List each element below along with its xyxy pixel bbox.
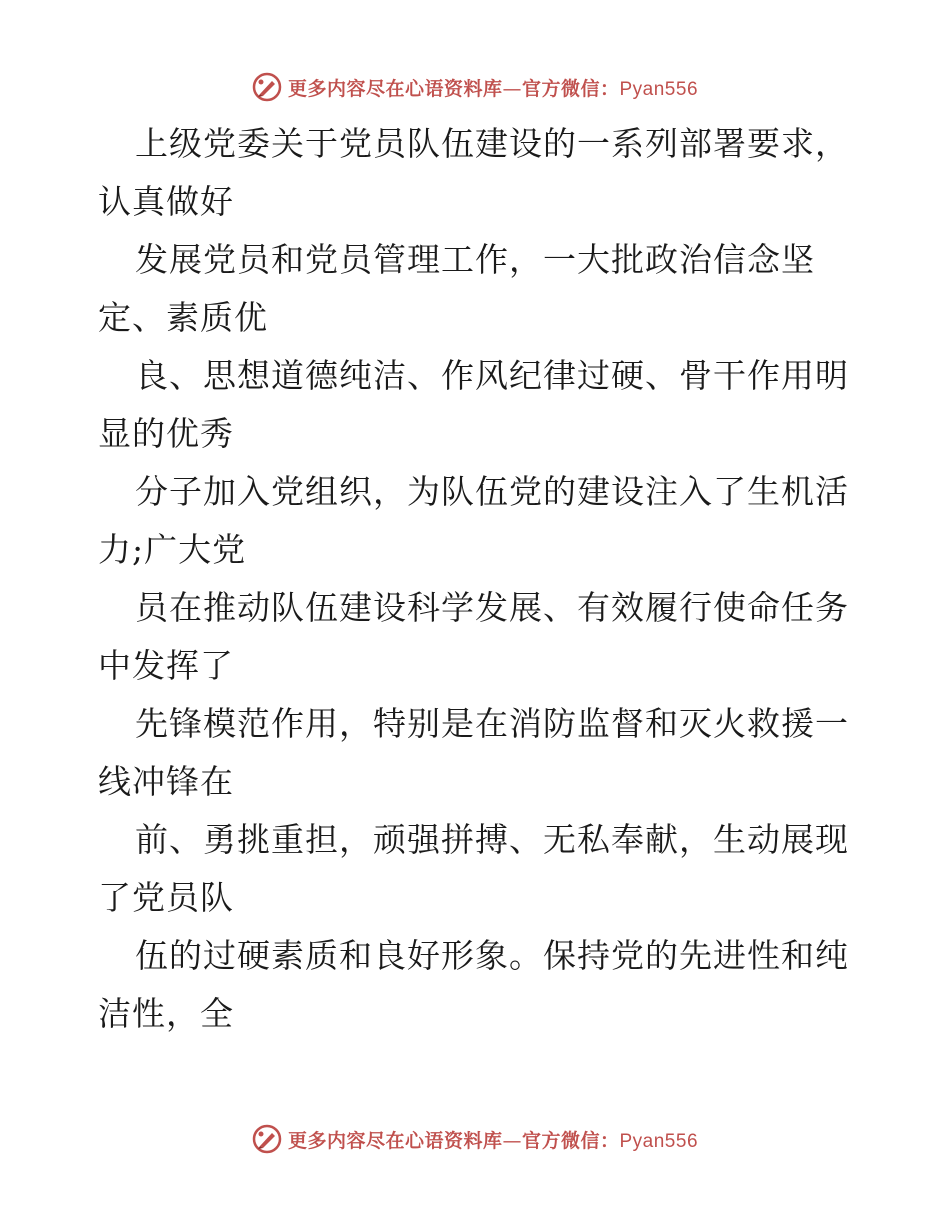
text-line: 力;广大党 <box>98 530 247 569</box>
text-line: 显的优秀 <box>98 414 234 453</box>
text-line: 中发挥了 <box>98 646 234 685</box>
watermark-text <box>288 74 698 101</box>
text-line: 认真做好 <box>98 182 234 221</box>
watermark-site-name: 更多内容尽在心语资料库 <box>287 1129 503 1152</box>
text-line: 了党员队 <box>98 878 234 917</box>
footer-watermark <box>0 1124 950 1154</box>
quill-pen-logo-icon <box>252 72 282 102</box>
text-line: 前、勇挑重担，顽强拼搏、无私奉献，生动展现 <box>135 820 849 859</box>
text-line: 洁性，全 <box>98 994 234 1033</box>
text-line: 员在推动队伍建设科学发展、有效履行使命任务 <box>135 588 849 627</box>
watermark-wechat-label: 官方微信： <box>521 1129 620 1152</box>
text-line: 定、素质优 <box>98 298 268 337</box>
watermark-wechat-label: 官方微信： <box>521 77 620 100</box>
quill-pen-logo-icon <box>252 1124 282 1154</box>
watermark-separator: — <box>502 77 522 100</box>
document-body <box>98 115 858 1043</box>
text-line: 良、思想道德纯洁、作风纪律过硬、骨干作用明 <box>135 356 849 395</box>
text-line: 上级党委关于党员队伍建设的一系列部署要求， <box>135 124 849 163</box>
text-line: 线冲锋在 <box>98 762 234 801</box>
text-line: 先锋模范作用，特别是在消防监督和灭火救援一 <box>135 704 849 743</box>
watermark-site-name: 更多内容尽在心语资料库 <box>287 77 503 100</box>
watermark-wechat-id: Pyan556 <box>619 78 699 100</box>
text-line: 分子加入党组织，为队伍党的建设注入了生机活 <box>135 472 849 511</box>
header-watermark <box>0 72 950 102</box>
text-line: 发展党员和党员管理工作，一大批政治信念坚 <box>135 240 815 279</box>
watermark-text <box>288 1126 698 1153</box>
text-line: 伍的过硬素质和良好形象。保持党的先进性和纯 <box>135 936 849 975</box>
watermark-wechat-id: Pyan556 <box>619 1130 699 1152</box>
watermark-separator: — <box>502 1129 522 1152</box>
